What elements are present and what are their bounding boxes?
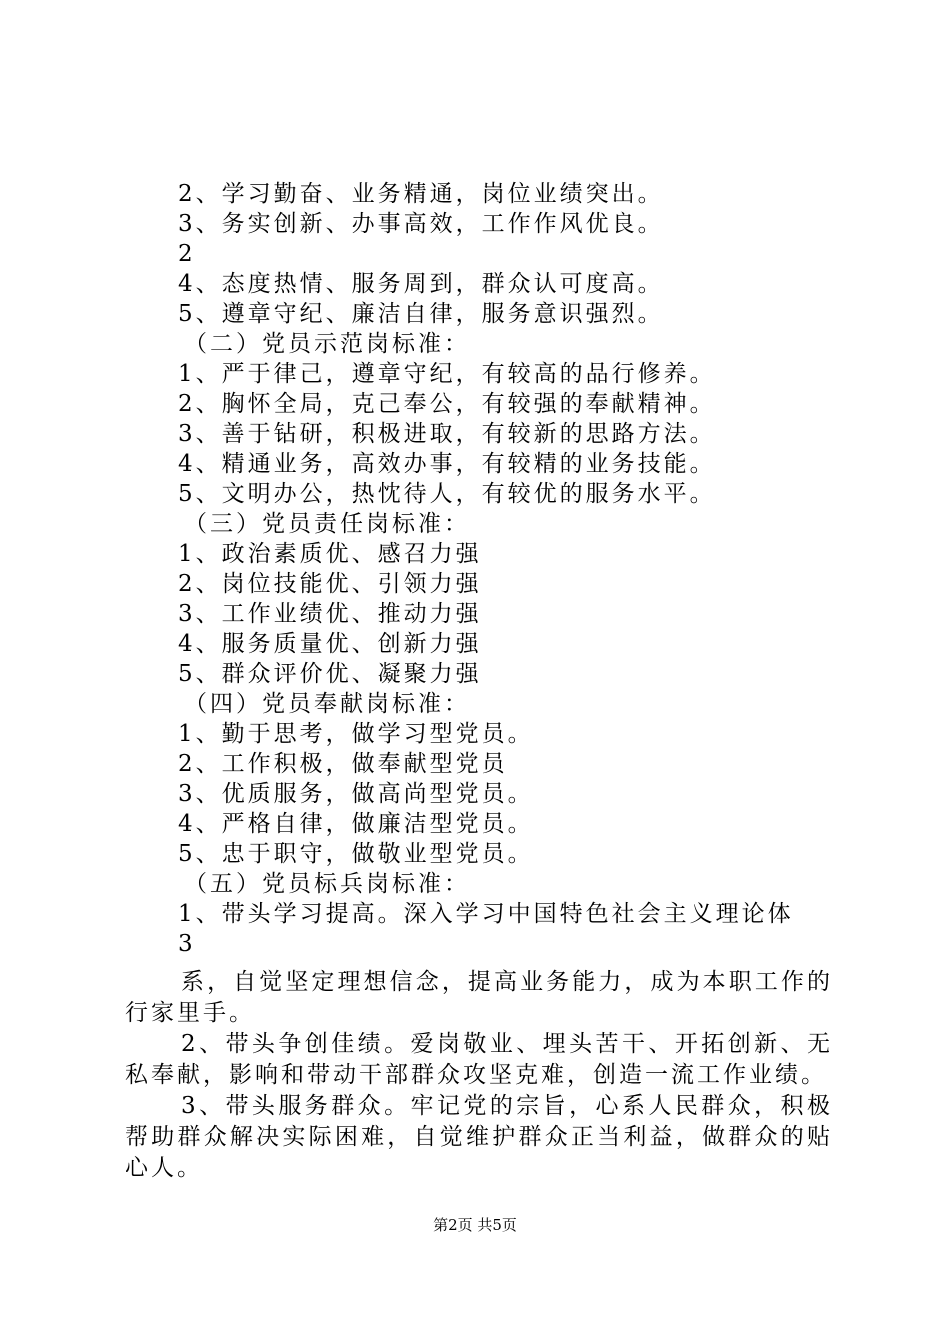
text-line: 1、政治素质优、感召力强 xyxy=(178,541,482,567)
text-line: 1、勤于思考，做学习型党员。 xyxy=(178,721,534,747)
section-heading: （五）党员标兵岗标准： xyxy=(184,871,470,897)
text-line: 2、岗位技能优、引领力强 xyxy=(178,571,482,597)
text-line: 3、工作业绩优、推动力强 xyxy=(178,601,482,627)
text-line: 2、学习勤奋、业务精通，岗位业绩突出。 xyxy=(178,181,664,207)
section-heading: （四）党员奉献岗标准： xyxy=(184,691,470,717)
text-line: 5、遵章守纪、廉洁自律，服务意识强烈。 xyxy=(178,301,664,327)
section-heading: （二）党员示范岗标准： xyxy=(184,331,470,357)
section-heading: （三）党员责任岗标准： xyxy=(184,511,470,537)
text-line: 5、忠于职守，做敬业型党员。 xyxy=(178,841,534,867)
text-line: 2、胸怀全局，克己奉公，有较强的奉献精神。 xyxy=(178,391,716,417)
text-line: 1、严于律己，遵章守纪，有较高的品行修养。 xyxy=(178,361,716,387)
paragraph: 3、带头服务群众。牢记党的宗旨，心系人民群众，积极帮助群众解决实际困难，自觉维护群众正当利益，做群众的贴心人。 xyxy=(125,1093,833,1181)
text-line: 1、带头学习提高。深入学习中国特色社会主义理论体 xyxy=(178,901,794,927)
text-line: 5、文明办公，热忱待人，有较优的服务水平。 xyxy=(178,481,716,507)
text-line: 4、严格自律，做廉洁型党员。 xyxy=(178,811,534,837)
text-line: 2、工作积极，做奉献型党员 xyxy=(178,751,508,777)
text-line: 3、善于钻研，积极进取，有较新的思路方法。 xyxy=(178,421,716,447)
text-line: 4、精通业务，高效办事，有较精的业务技能。 xyxy=(178,451,716,477)
text-line: 5、群众评价优、凝聚力强 xyxy=(178,661,482,687)
text-line: 4、服务质量优、创新力强 xyxy=(178,631,482,657)
page-number-marker: 2 xyxy=(178,241,196,267)
paragraph: 2、带头争创佳绩。爱岗敬业、埋头苦干、开拓创新、无私奉献，影响和带动干部群众攻坚克难，创造一流工作业绩。 xyxy=(125,1031,833,1088)
page-footer: 第2页 共5页 xyxy=(433,1216,517,1234)
paragraph: 系，自觉坚定理想信念，提高业务能力，成为本职工作的行家里手。 xyxy=(125,969,833,1026)
text-line: 3、务实创新、办事高效，工作作风优良。 xyxy=(178,211,664,237)
text-line: 4、态度热情、服务周到，群众认可度高。 xyxy=(178,271,664,297)
text-line: 3、优质服务，做高尚型党员。 xyxy=(178,781,534,807)
page-number-marker: 3 xyxy=(178,931,196,957)
